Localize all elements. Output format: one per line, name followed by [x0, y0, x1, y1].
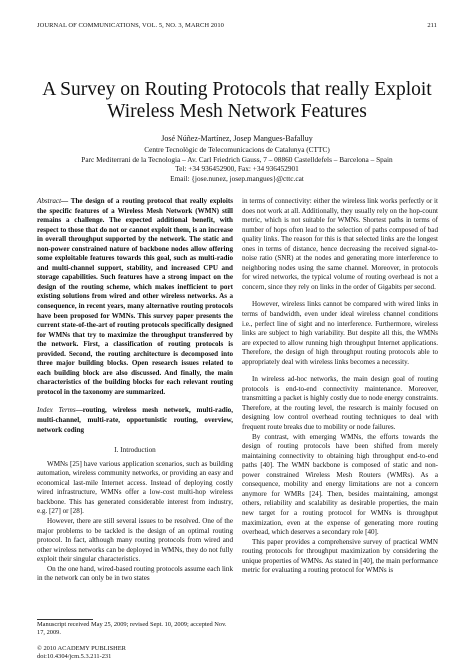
right-paragraph-2: However, wireless links cannot be compared with wired links in terms of bandwidth, even under ideal wireless channel conditions i.e., perfect line of sight and no interference. Furthermore, wireless links are subject to high variability. But despite all this, the WMNs are expected to allow running high throughput Internet applications. Therefore, the design of high throughput routing protocols able to appropriately deal with wireless links becomes a necessity. — [242, 300, 438, 366]
footnote: Manuscript received May 25, 2009; revised Sept. 10, 2009; accepted Nov. 17, 2009. — [37, 621, 227, 636]
abstract-text: — The design of a routing protocol that really exploits the specific features of a Wireless Mesh Network (WMN) still remains a challenge. The expected additional benefit, with respect to those that do not or cannot exploit them, is an increase in overall throughput supported by the network. The static and non-power constrained nature of backbone nodes allow offering some exploitable features towards this goal, such as multi-radio and multi-channel support, stability, and increased CPU and storage capabilities. Such features have a strong impact on the design of the routing scheme, which makes inefficient to port existing solutions from wired and other wireless networks. As a consequence, in recent years, many alternative routing protocols have been proposed for WMNs. This survey paper presents the current state-of-the-art of routing protocols specifically designed for WMNs that try to maximize the throughput transferred by the network. First, a classification of routing protocols is provided. Second, the routing architecture is decomposed into three major building blocks. Open research issues related to each building block are also discussed. And finally, the main characteristics of the building blocks for each relevant routing protocol in the taxonomy are summarized. — [37, 197, 233, 396]
abstract-label: Abstract — [37, 197, 62, 205]
affiliation-line-2: Parc Mediterrani de la Tecnologia – Av. Carl Friedrich Gauss, 7 – 08860 Castelldefels – Barcelona – Spain — [81, 154, 393, 164]
left-column — [37, 197, 233, 584]
index-terms-label: Index Terms — [37, 406, 76, 415]
running-head — [37, 22, 437, 32]
paper-title — [30, 79, 444, 123]
index-terms-text: —routing, wireless mesh network, multi-radio, multi-channel, multi-rate, opportunistic routing, overview, network coding — [37, 406, 233, 434]
index-terms — [37, 406, 233, 435]
title-line-2: Wireless Mesh Network Features — [107, 101, 367, 122]
publisher-notice: © 2010 ACADEMY PUBLISHER — [37, 645, 126, 652]
journal-name: JOURNAL OF COMMUNICATIONS, VOL. 5, NO. 3, MARCH 2010 — [37, 22, 224, 29]
right-paragraph-3: In wireless ad-hoc networks, the main design goal of routing protocols is end-to-end connectivity maintenance. Moreover, transmitting a packet is highly costly due to node energy constraints. Therefore, at the routing level, the research is mainly focused on designing low control overhead routing techniques to deal with frequent route breaks due to mobility or node failures. — [242, 375, 438, 432]
abstract — [37, 197, 233, 397]
intro-paragraph-3: On the one hand, wired-based routing protocols assume each link in the network can only be in two states — [37, 564, 233, 583]
right-paragraph-4: By contrast, with emerging WMNs, the efforts towards the design of routing protocols have been shifted from merely maintaining connectivity to obtaining high throughput end-to-end paths [40]. The WMN backbone is composed of static and non-power constrained Wireless Mesh Routers (WMRs). As a consequence, mobility and energy limitations are not a concern anymore for WMRs [24]. Then, besides maintaining, amongst others, reliability and scalability as desirable properties, the main new target for a routing protocol for WMNs is throughput maximization, even at the expense of generating more routing overhead, which deserves a secondary role [40]. — [242, 432, 438, 537]
affiliation-line-3: Tel: +34 936452900, Fax: +34 936452901 — [175, 164, 299, 174]
title-line-1: A Survey on Routing Protocols that really Exploit — [42, 79, 432, 100]
right-column — [242, 197, 438, 576]
right-paragraph-5: This paper provides a comprehensive survey of practical WMN routing protocols for throughput maximization by considering the unique properties of WMNs. As stated in [40], the main performance metric for evaluating a routing protocol for WMNs is — [242, 537, 438, 575]
right-paragraph-1: in terms of connectivity: either the wireless link works perfectly or it does not work at all. Additionally, they usually rely on the hop-count metric, which is not suitable for WMNs. Shortest paths in terms of number of hops often lead to the selection of paths composed of bad quality links. The reason for this is that selected links are the longest ones in terms of distance, hence decreasing the received signal-to-noise ratio (SNR) at the nodes and generating more interference to neighboring nodes using the same channel. Moreover, in protocols for wired networks, the typical volume of routing overhead is not a concern, since they rely on links in the order of Gigabits per second. — [242, 197, 438, 291]
section-heading: I. Introduction — [114, 446, 156, 455]
footnote-rule — [37, 619, 93, 620]
affiliation-line-1: Centre Tecnològic de Telecomunicacions de Catalunya (CTTC) — [144, 145, 330, 154]
page-footer — [37, 645, 126, 661]
affiliation — [30, 145, 444, 183]
intro-paragraph-2: However, there are still several issues to be resolved. One of the major problems to be tackled is the design of an optimal routing protocol. In fact, although many routing protocols from wired and other wireless networks can be deployed in WMNs, they do not fully exploit their singular characteristics. — [37, 516, 233, 564]
authors: José Núñez-Martínez, Josep Mangues-Bafalluy — [161, 134, 313, 143]
intro-paragraph-1: WMNs [25] have various application scenarios, such as building automation, wireless community networks, or providing an easy and economical last-mile Internet access. Instead of deploying costly wired infrastructure, WMNs offer a low-cost multi-hop wireless backbone. This has generated considerable interest from industry, e.g. [27] or [28]. — [37, 459, 233, 516]
doi: doi:10.4304/jcm.5.3.211-231 — [37, 653, 112, 660]
affiliation-line-4: Email: {jose.nunez, josep.mangues}@cttc.cat — [170, 173, 304, 183]
page-number: 211 — [427, 22, 437, 29]
